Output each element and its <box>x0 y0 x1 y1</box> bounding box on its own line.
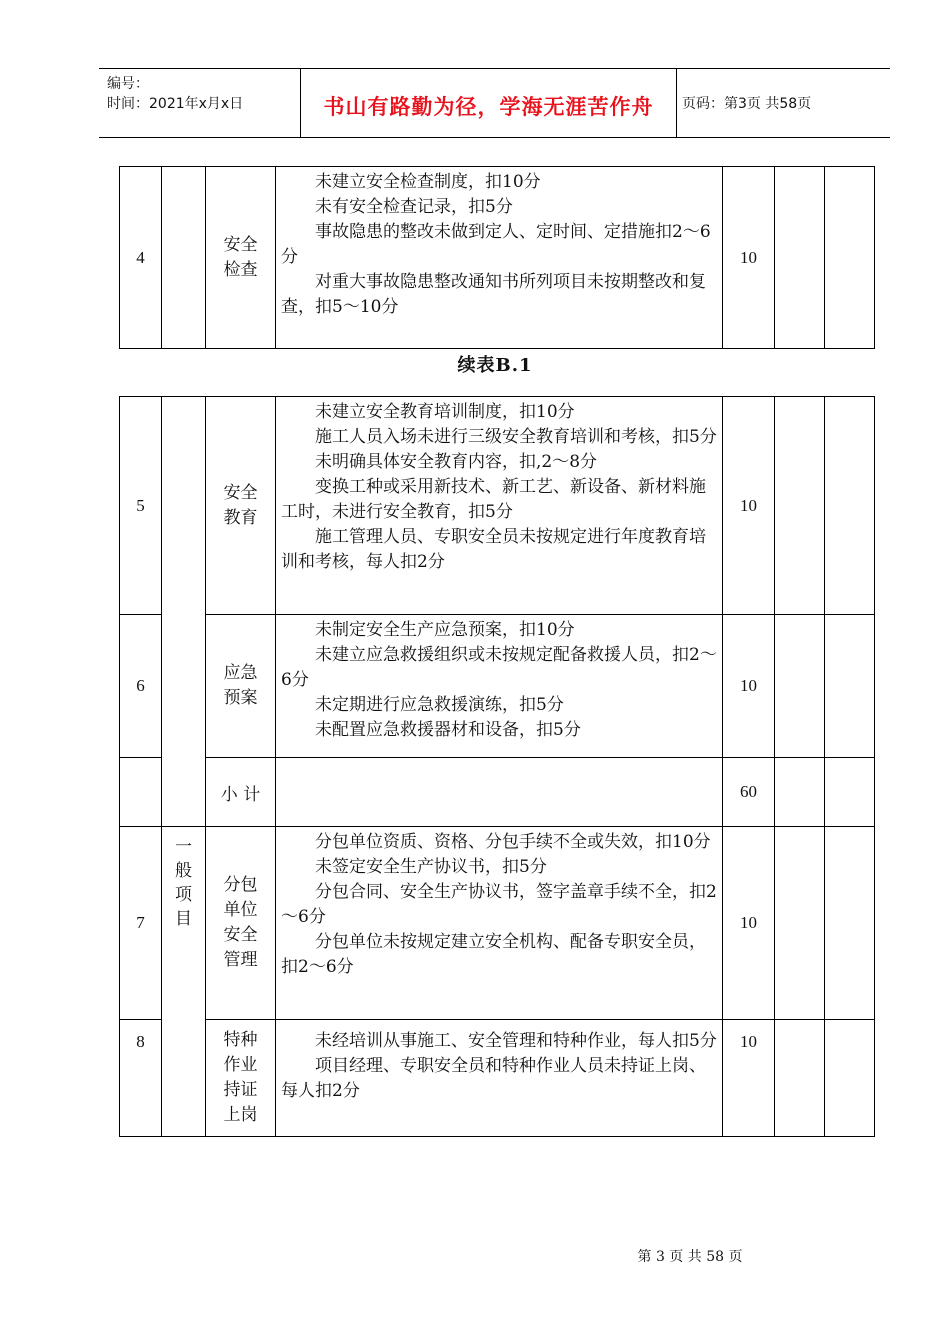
empty-cell <box>775 1020 825 1137</box>
category-label: 一 般 项 目 <box>175 837 192 929</box>
table-caption: 续表B.1 <box>457 355 533 376</box>
criteria-line: 施工人员入场未进行三级安全教育培训和考核，扣5分 <box>315 427 717 447</box>
row-number: 8 <box>120 1020 162 1137</box>
subtotal-row <box>120 758 875 827</box>
item-name: 安全 检查 <box>206 167 276 349</box>
criteria-line: 未定期进行应急救援演练，扣5分 <box>315 695 564 715</box>
criteria-line: 项目经理、专职安全员和特种作业人员未持证上岗、每人扣2分 <box>281 1056 706 1101</box>
criteria-line: 分包单位未按规定建立安全机构、配备专职安全员，扣2～6分 <box>281 932 706 977</box>
empty-cell <box>825 615 875 758</box>
item-name: 安全 教育 <box>206 397 276 615</box>
item-name: 应急 预案 <box>206 615 276 758</box>
empty-cell <box>825 827 875 1020</box>
table-row <box>120 827 875 1020</box>
criteria-line: 未建立安全检查制度，扣10分 <box>315 172 541 192</box>
subtotal-label: 小 计 <box>206 758 276 827</box>
criteria-line: 变换工种或采用新技术、新工艺、新设备、新材料施工时，未进行安全教育，扣5分 <box>281 477 706 522</box>
criteria-line: 未配置应急救援器材和设备，扣5分 <box>315 720 581 740</box>
empty-cell <box>825 758 875 827</box>
row-number: 5 <box>120 397 162 615</box>
row-number: 6 <box>120 615 162 758</box>
category-cell-blank <box>162 397 206 827</box>
deduction-criteria <box>276 397 723 615</box>
table-row <box>120 1020 875 1137</box>
score-value: 10 <box>723 167 775 349</box>
score-table-part-2 <box>119 396 875 1137</box>
empty-cell <box>276 758 723 827</box>
criteria-line: 事故隐患的整改未做到定人、定时间、定措施扣2～6分 <box>281 222 711 267</box>
page-header <box>99 68 890 138</box>
criteria-line: 对重大事故隐患整改通知书所列项目未按期整改和复查，扣5～10分 <box>281 272 706 317</box>
criteria-line: 未明确具体安全教育内容，扣,2～8分 <box>315 452 598 472</box>
row-number: 7 <box>120 827 162 1020</box>
criteria-line: 未有安全检查记录，扣5分 <box>315 197 513 217</box>
item-name: 分包 单位 安全 管理 <box>206 827 276 1020</box>
criteria-line: 分包单位资质、资格、分包手续不全或失效，扣10分 <box>315 832 711 852</box>
document-number-label: 编号： <box>107 76 149 92</box>
score-value: 10 <box>723 397 775 615</box>
deduction-criteria <box>276 167 723 349</box>
header-motto-cell <box>300 69 677 137</box>
empty-cell <box>825 397 875 615</box>
criteria-line: 未建立应急救援组织或未按规定配备救援人员，扣2～6分 <box>281 645 717 690</box>
empty-cell <box>775 758 825 827</box>
criteria-line: 未制定安全生产应急预案，扣10分 <box>315 620 575 640</box>
category-cell <box>162 827 206 1137</box>
deduction-criteria <box>276 1020 723 1137</box>
empty-cell <box>775 827 825 1020</box>
empty-cell <box>775 167 825 349</box>
score-value: 10 <box>723 1020 775 1137</box>
criteria-line: 未签定安全生产协议书，扣5分 <box>315 857 547 877</box>
score-value: 10 <box>723 827 775 1020</box>
criteria-line: 分包合同、安全生产协议书，签字盖章手续不全，扣2～6分 <box>281 882 717 927</box>
empty-cell <box>775 397 825 615</box>
header-page-info: 页码：第3页 共58页 <box>682 96 812 112</box>
table-row <box>120 167 875 349</box>
deduction-criteria <box>276 615 723 758</box>
item-name: 特种 作业 持证 上岗 <box>206 1020 276 1137</box>
score-table-part-1 <box>119 166 875 349</box>
empty-cell <box>120 758 162 827</box>
empty-cell <box>775 615 825 758</box>
empty-cell <box>825 1020 875 1137</box>
header-page-cell <box>676 69 890 137</box>
table-row <box>120 615 875 758</box>
empty-cell <box>825 167 875 349</box>
category-cell <box>162 167 206 349</box>
page-footer: 第 3 页 共 58 页 <box>637 1249 743 1265</box>
criteria-line: 施工管理人员、专职安全员未按规定进行年度教育培训和考核，每人扣2分 <box>281 527 706 572</box>
score-value: 10 <box>723 615 775 758</box>
deduction-criteria <box>276 827 723 1020</box>
table-row <box>120 397 875 615</box>
criteria-line: 未经培训从事施工、安全管理和特种作业，每人扣5分 <box>315 1031 717 1051</box>
row-number: 4 <box>120 167 162 349</box>
document-time-label: 时间：2021年x月x日 <box>107 96 244 112</box>
criteria-line: 未建立安全教育培训制度，扣10分 <box>315 402 575 422</box>
header-meta-cell <box>99 69 300 137</box>
header-motto: 书山有路勤为径，学海无涯苦作舟 <box>323 95 654 119</box>
subtotal-value: 60 <box>723 758 775 827</box>
